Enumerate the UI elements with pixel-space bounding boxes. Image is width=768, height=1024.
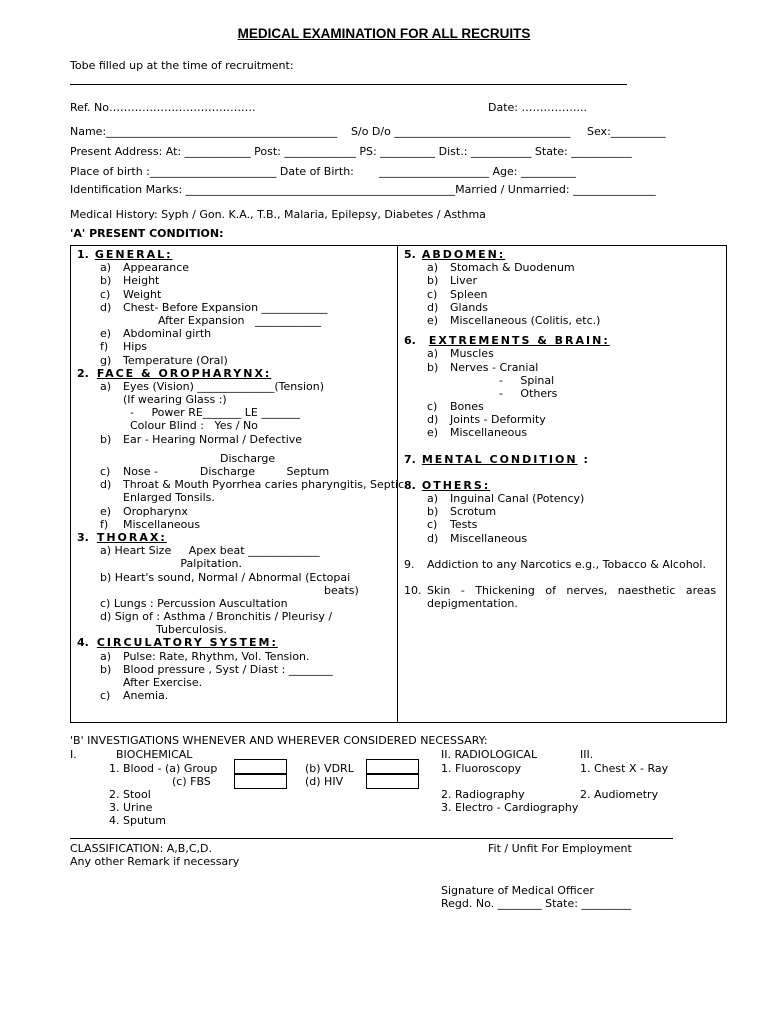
age-field[interactable]: ____________________ Age: __________ [379, 165, 576, 178]
intro-text: Tobe filled up at the time of recruitment: [70, 59, 294, 72]
item-marker: a) [427, 261, 439, 275]
item-marker: f) [100, 340, 109, 354]
item-marker: c) [100, 689, 111, 703]
vdrl-input[interactable] [366, 759, 419, 774]
list-item [77, 676, 395, 689]
list-item [77, 518, 395, 531]
section-circulatory: 4. CIRCULATORY SYSTEM: [77, 636, 278, 650]
stool-label: 2. Stool [109, 788, 151, 801]
identification-marks-field[interactable]: Identification Marks: _________________________________________________Married / Unmarried: _______________ [70, 183, 656, 196]
item-text: Abdominal girth [123, 327, 212, 341]
list-item: d) Sign of : Asthma / Bronchitis / Pleurisy / [100, 610, 333, 624]
section-skin: 10. Skin - Thickening of nerves, naesthetic areas [404, 583, 717, 597]
item-marker: b) [100, 274, 112, 288]
address-field[interactable]: Present Address: At: ____________ Post: _____________ PS: __________ Dist.: ___________ State: ___________ [70, 145, 632, 158]
item-text: Height [123, 274, 160, 288]
fluoroscopy-label: 1. Fluoroscopy [441, 762, 522, 775]
list-item: Tuberculosis. [100, 623, 227, 637]
item-marker: e) [100, 327, 112, 341]
list-item [77, 354, 395, 367]
fit-unfit-text: Fit / Unfit For Employment [488, 842, 632, 855]
audiometry-label: 2. Audiometry [580, 788, 659, 801]
item-marker: b) [427, 274, 439, 288]
name-field[interactable]: Name:__________________________________________ [70, 125, 338, 138]
roman-iii: III. [580, 748, 594, 761]
list-item [404, 518, 720, 531]
section-thorax: 3. THORAX: [77, 530, 167, 544]
section-title: THORAX: [96, 530, 167, 544]
list-item [77, 301, 395, 314]
right-column [404, 248, 720, 610]
item-text: - Spinal [450, 373, 555, 387]
present-condition-heading: 'A' PRESENT CONDITION: [70, 227, 224, 240]
item-text: Miscellaneous [123, 517, 201, 531]
list-item [404, 400, 720, 413]
radiography-label: 2. Radiography [441, 788, 525, 801]
list-item [77, 380, 395, 393]
list-item: c) Lungs : Percussion Auscultation [100, 596, 288, 610]
left-column [77, 248, 405, 703]
biochemical-heading: BIOCHEMICAL [116, 748, 193, 761]
item-text: (If wearing Glass :) [123, 393, 227, 407]
item-text: Nerves - Cranial [450, 360, 539, 374]
section-title: EXTREMENTS & BRAIN: [428, 334, 610, 348]
list-item [77, 419, 395, 432]
list-item [77, 491, 395, 504]
list-item [77, 689, 395, 702]
item-text: Eyes (Vision) ______________(Tension) [123, 379, 325, 393]
item-text: Hips [123, 340, 148, 354]
item-marker: b) [427, 360, 439, 374]
item-text: Appearance [123, 261, 190, 275]
list-item [77, 327, 395, 340]
item-text: Miscellaneous [450, 531, 528, 545]
item-text: Miscellaneous [450, 426, 528, 440]
list-item [77, 663, 395, 676]
item-marker: b) [100, 662, 112, 676]
item-marker: a) [100, 261, 112, 275]
page-title: MEDICAL EXAMINATION FOR ALL RECRUITS [237, 26, 531, 41]
item-marker: a) [427, 492, 439, 505]
list-item: depigmentation. [427, 597, 518, 611]
item-marker: e) [427, 426, 439, 440]
section-title: CIRCULATORY SYSTEM: [96, 636, 278, 650]
list-item [404, 374, 720, 387]
section-general: 1. GENERAL: [77, 248, 173, 261]
item-text: Anemia. [123, 689, 169, 703]
hiv-label: (d) HIV [305, 775, 344, 788]
radiological-heading: II. RADIOLOGICAL [441, 748, 538, 761]
regd-state-field[interactable]: Regd. No. ________ State: _________ [441, 897, 631, 910]
list-item [77, 314, 395, 327]
list-item: beats) [324, 583, 359, 597]
list-item [77, 340, 395, 353]
list-item [404, 413, 720, 426]
item-text: Colour Blind : Yes / No [123, 419, 258, 433]
item-text: Joints - Deformity [450, 413, 546, 427]
item-text: Throat & Mouth Pyorrhea caries pharyngitis, Septic [123, 478, 405, 492]
item-marker: d) [100, 478, 112, 492]
list-item [404, 426, 720, 439]
classification-text: CLASSIFICATION: A,B,C,D. [70, 842, 212, 855]
item-marker: d) [427, 300, 439, 314]
list-item [77, 274, 395, 287]
item-text: After Expansion ____________ [123, 313, 322, 327]
so-do-field[interactable]: S/o D/o ________________________________ [351, 125, 571, 138]
item-text: Inguinal Canal (Potency) [450, 492, 585, 505]
list-item [77, 406, 395, 419]
list-item: a) Heart Size Apex beat _____________ [100, 544, 320, 558]
section-mental: 7. MENTAL CONDITION : [404, 452, 588, 466]
item-text: Bones [450, 400, 484, 414]
signature-label: Signature of Medical Officer [441, 884, 594, 897]
item-text: Glands [450, 300, 489, 314]
ecg-label: 3. Electro - Cardiography [441, 801, 579, 814]
section-title: FACE & OROPHARYNX: [96, 366, 272, 380]
remark-text: Any other Remark if necessary [70, 855, 240, 868]
item-text: Chest- Before Expansion ____________ [123, 300, 328, 314]
item-text: Nose - Discharge Septum [123, 465, 330, 478]
list-item [77, 433, 395, 446]
item-text: Stomach & Duodenum [450, 261, 575, 275]
item-marker: c) [100, 465, 111, 478]
section-title: MENTAL CONDITION [421, 452, 578, 466]
section-addiction: 9. Addiction to any Narcotics e.g., Tobacco & Alcohol. [404, 557, 706, 571]
chest-xray-label: 1. Chest X - Ray [580, 762, 669, 775]
sex-field[interactable]: Sex:__________ [587, 125, 666, 138]
item-marker: c) [427, 287, 438, 301]
section-abdomen: 5. ABDOMEN: [404, 248, 506, 261]
item-marker: a) [427, 347, 439, 361]
section-title: OTHERS: [421, 478, 491, 492]
section-title: ABDOMEN: [421, 248, 506, 261]
item-marker: c) [427, 400, 438, 414]
item-marker: c) [427, 518, 438, 532]
list-item [404, 347, 720, 360]
date-field[interactable]: Date: ……………... [488, 101, 587, 114]
item-text: Temperature (Oral) [123, 353, 228, 367]
item-marker: d) [427, 413, 439, 427]
item-text: - Power RE_______ LE _______ [123, 406, 300, 420]
list-item: Discharge [220, 451, 276, 465]
vdrl-label: (b) VDRL [305, 762, 354, 775]
blood-group-label: 1. Blood - (a) Group [109, 762, 218, 775]
section-others: 8. OTHERS: [404, 478, 491, 492]
item-text: Tests [450, 518, 478, 532]
item-marker: a) [100, 379, 112, 393]
list-item [404, 532, 720, 545]
list-item [77, 650, 395, 663]
list-item: Palpitation. [100, 557, 243, 571]
item-text: Spleen [450, 287, 488, 301]
item-marker: f) [100, 517, 109, 531]
list-item [77, 393, 395, 406]
item-text: After Exercise. [123, 676, 203, 689]
ref-no-field[interactable]: Ref. No…………………………………. [70, 101, 256, 114]
item-marker: e) [100, 504, 112, 518]
list-item [404, 492, 720, 505]
item-marker: b) [100, 432, 112, 446]
item-text: - Others [450, 386, 558, 400]
list-item [404, 314, 720, 327]
list-item [404, 505, 720, 518]
divider [70, 84, 627, 85]
divider [70, 838, 673, 839]
list-item [77, 465, 395, 478]
list-item [77, 478, 405, 492]
urine-label: 3. Urine [109, 801, 153, 814]
list-item [404, 288, 720, 301]
sputum-label: 4. Sputum [109, 814, 166, 827]
list-item [404, 387, 720, 400]
item-text: Muscles [450, 347, 494, 361]
section-face: 2. FACE & OROPHARYNX: [77, 366, 272, 380]
item-marker: c) [100, 287, 111, 301]
fbs-input[interactable] [234, 774, 287, 789]
item-text: Scrotum [450, 505, 497, 519]
medical-history: Medical History: Syph / Gon. K.A., T.B., Malaria, Epilepsy, Diabetes / Asthma [70, 208, 486, 221]
item-marker: g) [100, 353, 112, 367]
blood-group-input[interactable] [234, 759, 287, 774]
section-title: GENERAL: [94, 248, 173, 261]
item-text: Liver [450, 274, 477, 288]
roman-i: I. [70, 748, 77, 761]
list-item: b) Heart's sound, Normal / Abnormal (Ectopai [100, 570, 351, 584]
list-item [404, 301, 720, 314]
item-marker: b) [427, 505, 439, 519]
list-item [404, 261, 720, 274]
list-item [404, 274, 720, 287]
list-item [404, 361, 720, 374]
item-text: Enlarged Tonsils. [123, 491, 215, 505]
item-text: Miscellaneous (Colitis, etc.) [450, 313, 601, 327]
hiv-input[interactable] [366, 774, 419, 789]
section-extrements: 6. EXTREMENTS & BRAIN: [404, 334, 610, 348]
item-marker: d) [100, 300, 112, 314]
item-text: Weight [123, 287, 162, 301]
investigations-heading: 'B' INVESTIGATIONS WHENEVER AND WHEREVER CONSIDERED NECESSARY: [70, 734, 488, 747]
item-text: Blood pressure , Syst / Diast : ________ [123, 662, 333, 676]
item-marker: e) [427, 313, 439, 327]
item-marker: d) [427, 531, 439, 545]
list-item [77, 288, 395, 301]
item-text: Pulse: Rate, Rhythm, Vol. Tension. [123, 649, 310, 663]
list-item [77, 261, 395, 274]
fbs-label: (c) FBS [172, 775, 211, 788]
item-text: Oropharynx [123, 504, 188, 518]
place-of-birth-field[interactable]: Place of birth :_______________________ Date of Birth: [70, 165, 354, 178]
item-text: Ear - Hearing Normal / Defective [123, 432, 303, 446]
list-item [77, 505, 395, 518]
item-marker: a) [100, 649, 112, 663]
